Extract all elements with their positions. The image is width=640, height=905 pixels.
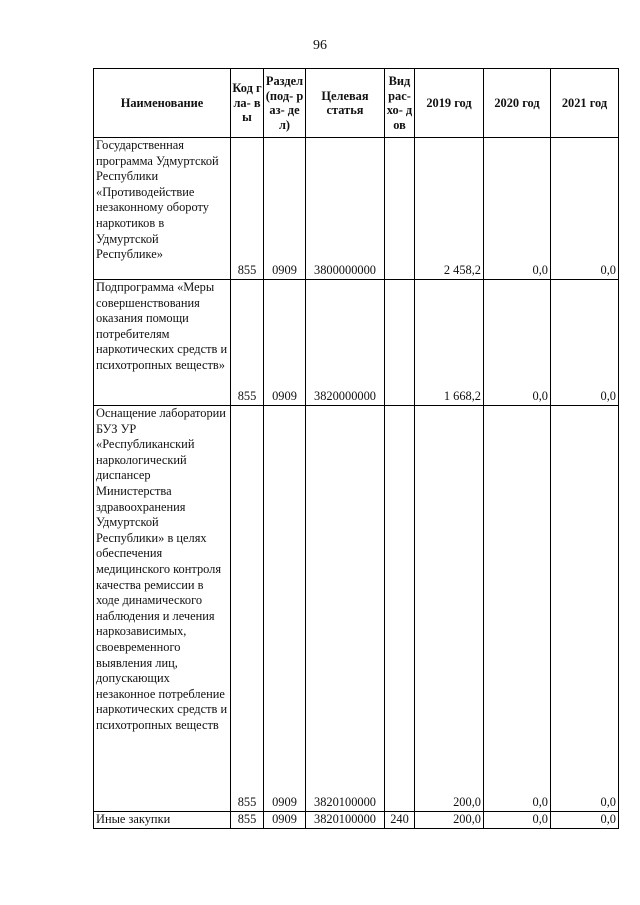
row-target-article: 3820100000 — [306, 406, 385, 812]
header-target-article: Целевая статья — [306, 69, 385, 138]
row-name: Иные закупки — [94, 812, 231, 829]
row-2021: 0,0 — [551, 138, 619, 280]
table-row — [94, 138, 619, 280]
row-2019: 1 668,2 — [415, 280, 484, 406]
row-2020: 0,0 — [484, 812, 551, 829]
row-2021: 0,0 — [551, 280, 619, 406]
row-section: 0909 — [264, 280, 306, 406]
row-chapter-code: 855 — [231, 406, 264, 812]
row-expense-type — [385, 406, 415, 812]
row-expense-type: 240 — [385, 812, 415, 829]
row-2019: 200,0 — [415, 812, 484, 829]
row-section: 0909 — [264, 812, 306, 829]
row-2020: 0,0 — [484, 138, 551, 280]
table-row — [94, 812, 619, 829]
row-expense-type — [385, 138, 415, 280]
row-2021: 0,0 — [551, 812, 619, 829]
header-expense-type: Вид рас- хо- дов — [385, 69, 415, 138]
row-chapter-code: 855 — [231, 812, 264, 829]
header-name: Наименование — [94, 69, 231, 138]
table-header-row — [94, 69, 619, 138]
row-target-article: 3800000000 — [306, 138, 385, 280]
row-section: 0909 — [264, 138, 306, 280]
table-row — [94, 280, 619, 406]
header-section: Раздел (под- раз- дел) — [264, 69, 306, 138]
header-chapter-code: Код гла- вы — [231, 69, 264, 138]
row-expense-type — [385, 280, 415, 406]
row-2020: 0,0 — [484, 280, 551, 406]
row-name: Подпрограмма «Меры совершенствования оказания помощи потребителям наркотических средств и психотропных веществ» — [94, 280, 231, 406]
row-name: Оснащение лаборатории БУЗ УР «Республиканский наркологический диспансер Министерства здравоохранения Удмуртской Республики» в целях обеспечения медицинского контроля качества ремиссии в ходе динамического наблюдения и лечения наркозависимых, своевременного выявления лиц, допускающих незаконное потребление наркотических средств и психотропных веществ — [94, 406, 231, 812]
row-target-article: 3820000000 — [306, 280, 385, 406]
budget-table — [93, 68, 619, 829]
row-2019: 2 458,2 — [415, 138, 484, 280]
row-2020: 0,0 — [484, 406, 551, 812]
page-number: 96 — [313, 38, 327, 53]
row-chapter-code: 855 — [231, 138, 264, 280]
row-name: Государственная программа Удмуртской Республики «Противодействие незаконному обороту наркотиков в Удмуртской Республике» — [94, 138, 231, 280]
header-2021: 2021 год — [551, 69, 619, 138]
header-2019: 2019 год — [415, 69, 484, 138]
table-row — [94, 406, 619, 812]
row-target-article: 3820100000 — [306, 812, 385, 829]
row-2019: 200,0 — [415, 406, 484, 812]
header-2020: 2020 год — [484, 69, 551, 138]
row-section: 0909 — [264, 406, 306, 812]
row-2021: 0,0 — [551, 406, 619, 812]
row-chapter-code: 855 — [231, 280, 264, 406]
